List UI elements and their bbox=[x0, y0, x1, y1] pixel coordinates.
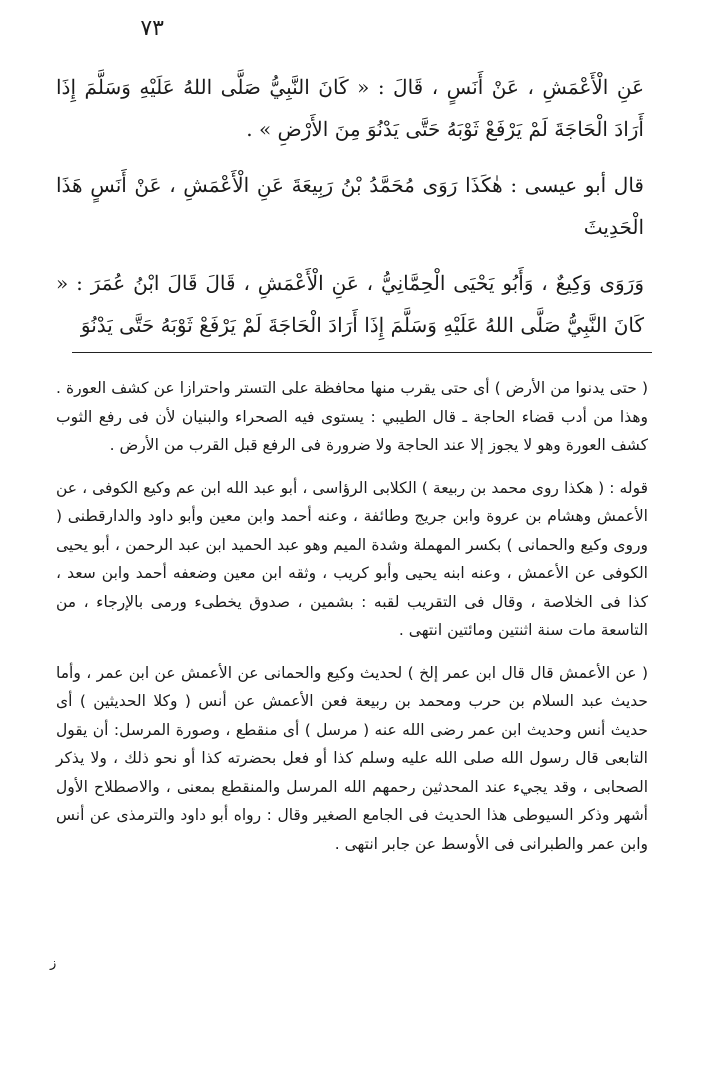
separator-rule bbox=[72, 352, 652, 353]
hadith-paragraph: عَنِ الْأَعْمَشِ ، عَنْ أَنَسٍ ، قَالَ : « كَانَ النَّبِيُّ صَلَّى اللهُ عَلَيْهِ وَسَلَّمَ إِذَا أَرَادَ الْحَاجَةَ لَمْ يَرْفَعْ ثَوْبَهُ حَتَّى يَدْنُوَ مِنَ الأَرْضِ » . bbox=[56, 75, 644, 141]
commentary-paragraph: قوله : ( هكذا روى محمد بن ربيعة ) الكلابى الرؤاسى ، أبو عبد الله ابن عم وكيع الكوفى ، عن الأعمش وهشام بن عروة وابن جريج وطائفة ، وعنه أحمد وابن معين وأبو داود والدارقطنى ( وروى وكيع والحمانى ) بكسر المهملة وشدة الميم وهو عبد الحميد ابن عبد الرحمن ، أبو يحيى الكوفى عن الأعمش ، وعنه ابنه يحيى وأبو كريب ، وثقه ابن معين وضعفه أحمد وابن سعد ، كذا فى الخلاصة ، وقال فى التقريب لقبه : بشمين ، صدوق يخطىء ورمى بالإرجاء ، من التاسعة مات سنة اثنتين ومائتين انتهى . bbox=[56, 478, 648, 639]
page-number: ٧٣ bbox=[140, 16, 164, 41]
hadith-paragraph: قال أبو عيسى : هٰكَذَا رَوَى مُحَمَّدُ بْنُ رَبِيعَةَ عَنِ الْأَعْمَشِ ، عَنْ أَنَسٍ هَذَا الْحَدِيثَ bbox=[56, 173, 644, 239]
margin-mark: ز bbox=[50, 956, 57, 971]
hadith-text bbox=[56, 66, 644, 360]
hadith-paragraph: وَرَوَى وَكِيعٌ ، وَأَبُو يَحْيَى الْحِمَّانِيُّ ، عَنِ الْأَعْمَشِ ، قَالَ قَالَ ابْنُ عُمَرَ : « كَانَ النَّبِيُّ صَلَّى اللهُ عَلَيْهِ وَسَلَّمَ إِذَا أَرَادَ الْحَاجَةَ لَمْ يَرْفَعْ ثَوْبَهُ حَتَّى يَدْنُوَ bbox=[56, 271, 644, 337]
commentary-paragraph: ( عن الأعمش قال قال ابن عمر إلخ ) لحديث وكيع والحمانى عن الأعمش عن ابن عمر ، وأما حديث عبد السلام بن حرب ومحمد بن ربيعة فعن الأعمش عن أنس ( وكلا الحديثين ) أى حديث أنس وحديث ابن عمر رضى الله عنه ( مرسل ) أى منقطع ، وصورة المرسل: أن يقول التابعى قال رسول الله صلى الله عليه وسلم كذا أو فعل بحضرته كذا أو نحو ذلك ، ولا يذكر الصحابى ، وقد يجيء عند المحدثين رحمهم الله المرسل والمنقطع بمعنى ، والاصطلاح الأول أشهر وذكر السيوطى هذا الحديث فى الجامع الصغير وقال : رواه أبو داود والترمذى عن أنس وابن عمر والطبرانى فى الأوسط عن جابر انتهى . bbox=[56, 663, 648, 853]
commentary-text bbox=[56, 374, 648, 872]
commentary-paragraph: ( حتى يدنوا من الأرض ) أى حتى يقرب منها محافظة على التستر واحترازا عن كشف العورة . وهذا من أدب قضاء الحاجة ـ قال الطيبي : يستوى فيه الصحراء والبنيان لأن فى رفع الثوب كشف العورة وهو لا يجوز إلا عند الحاجة ولا ضرورة فى الرفع قبل القرب من الأرض . bbox=[56, 379, 648, 454]
